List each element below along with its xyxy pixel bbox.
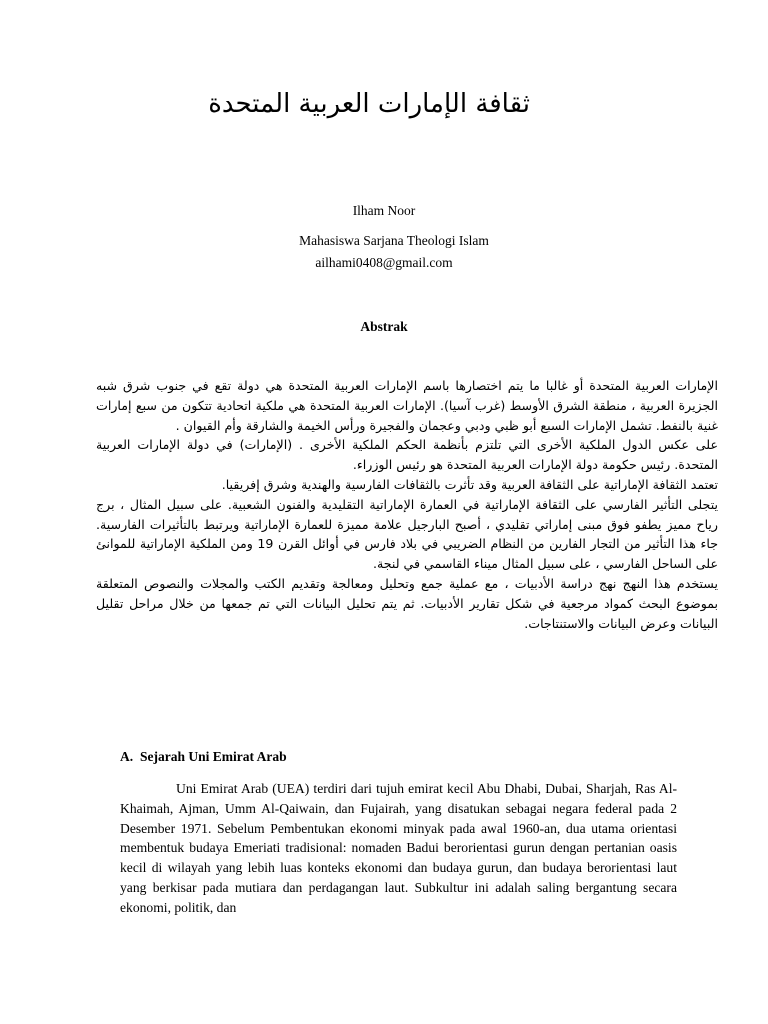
section-title: Sejarah Uni Emirat Arab xyxy=(140,749,287,764)
author-name: Ilham Noor xyxy=(352,203,416,218)
author-email: ailhami0408@gmail.com xyxy=(315,255,453,270)
body-paragraph: Uni Emirat Arab (UEA) terdiri dari tujuh emirat kecil Abu Dhabi, Dubai, Sharjah, Ras Al-Khaimah, Ajman, Umm Al-Qaiwain, dan Fujairah, yang disatukan sebagai negara federal pada 2 Desember 1971. Sebelum Pembentukan ekonomi minyak pada awal 1960-an, dua utama orientasi membentuk budaya Emeriati tradisional: nomaden Badui berorientasi gurun dengan pertanian oasis kecil di wilayah yang lebih luas konteks ekonomi dan budaya gurun, dan budaya berorientasi laut yang berkisar pada mutiara dan perdagangan laut. Subkultur ini adalah saling bergantung secara ekonomi, politik, dan xyxy=(120,781,677,915)
abstract-paragraph: تعتمد الثقافة الإماراتية على الثقافة العربية وقد تأثرت بالثقافات الفارسية والهندية وشرق إفريقيا. xyxy=(221,476,718,492)
author-affiliation: Mahasiswa Sarjana Theologi Islam xyxy=(299,233,489,248)
section-body xyxy=(120,779,677,918)
abstract-heading: Abstrak xyxy=(360,319,408,334)
abstract-paragraph: الإمارات العربية المتحدة أو غالبا ما يتم اختصارها باسم الإمارات العربية المتحدة هي دولة تقع في جنوب شرق شبه الجزيرة العربية ، منطقة الشرق الأوسط (غرب آسيا). الإمارات العربية المتحدة هي ملكية اتحادية تتكون من سبع إمارات غنية بالنفط. تشمل الإمارات السبع أبو ظبي ودبي وعجمان والفجيرة ورأس الخيمة والشارقة وأم القيوان . xyxy=(96,378,718,433)
section-marker: A. xyxy=(120,749,134,764)
section-heading xyxy=(120,749,287,765)
document-title: ثقافة الإمارات العربية المتحدة xyxy=(208,89,530,119)
abstract-paragraph: يتجلى التأثير الفارسي على الثقافة الإماراتية في العمارة الإماراتية التقليدية والفنون الشعبية. على سبيل المثال ، برج رياح مميز يطفو فوق مبنى إماراتي تقليدي ، أصبح البارجيل علامة مميزة للعمارة الإماراتية ويرتبط بالتأثيرات الفارسية. جاء هذا التأثير من التجار الفارين من النظام الضريبي في بلاد فارس في أوائل القرن 19 ومن الملكية الإماراتية للموانئ على الساحل الفارسي ، على سبيل المثال ميناء القاسمي في لنجة. xyxy=(96,496,718,572)
abstract-paragraph: يستخدم هذا النهج نهج دراسة الأدبيات ، مع عملية جمع وتحليل ومعالجة وتقديم الكتب والمجلات والنصوص المتعلقة بموضوع البحث كمواد مرجعية في شكل تقارير الأدبيات. ثم يتم تحليل البيانات التي تم جمعها من خلال مراحل تقليل البيانات وعرض البيانات والاستنتاجات. xyxy=(96,575,718,631)
abstract-paragraph: على عكس الدول الملكية الأخرى التي تلتزم بأنظمة الحكم الملكية الأخرى . (الإمارات) في دولة الإمارات العربية المتحدة. رئيس حكومة دولة الإمارات العربية المتحدة هو رئيس الوزراء. xyxy=(96,437,718,473)
abstract-body xyxy=(96,376,718,633)
